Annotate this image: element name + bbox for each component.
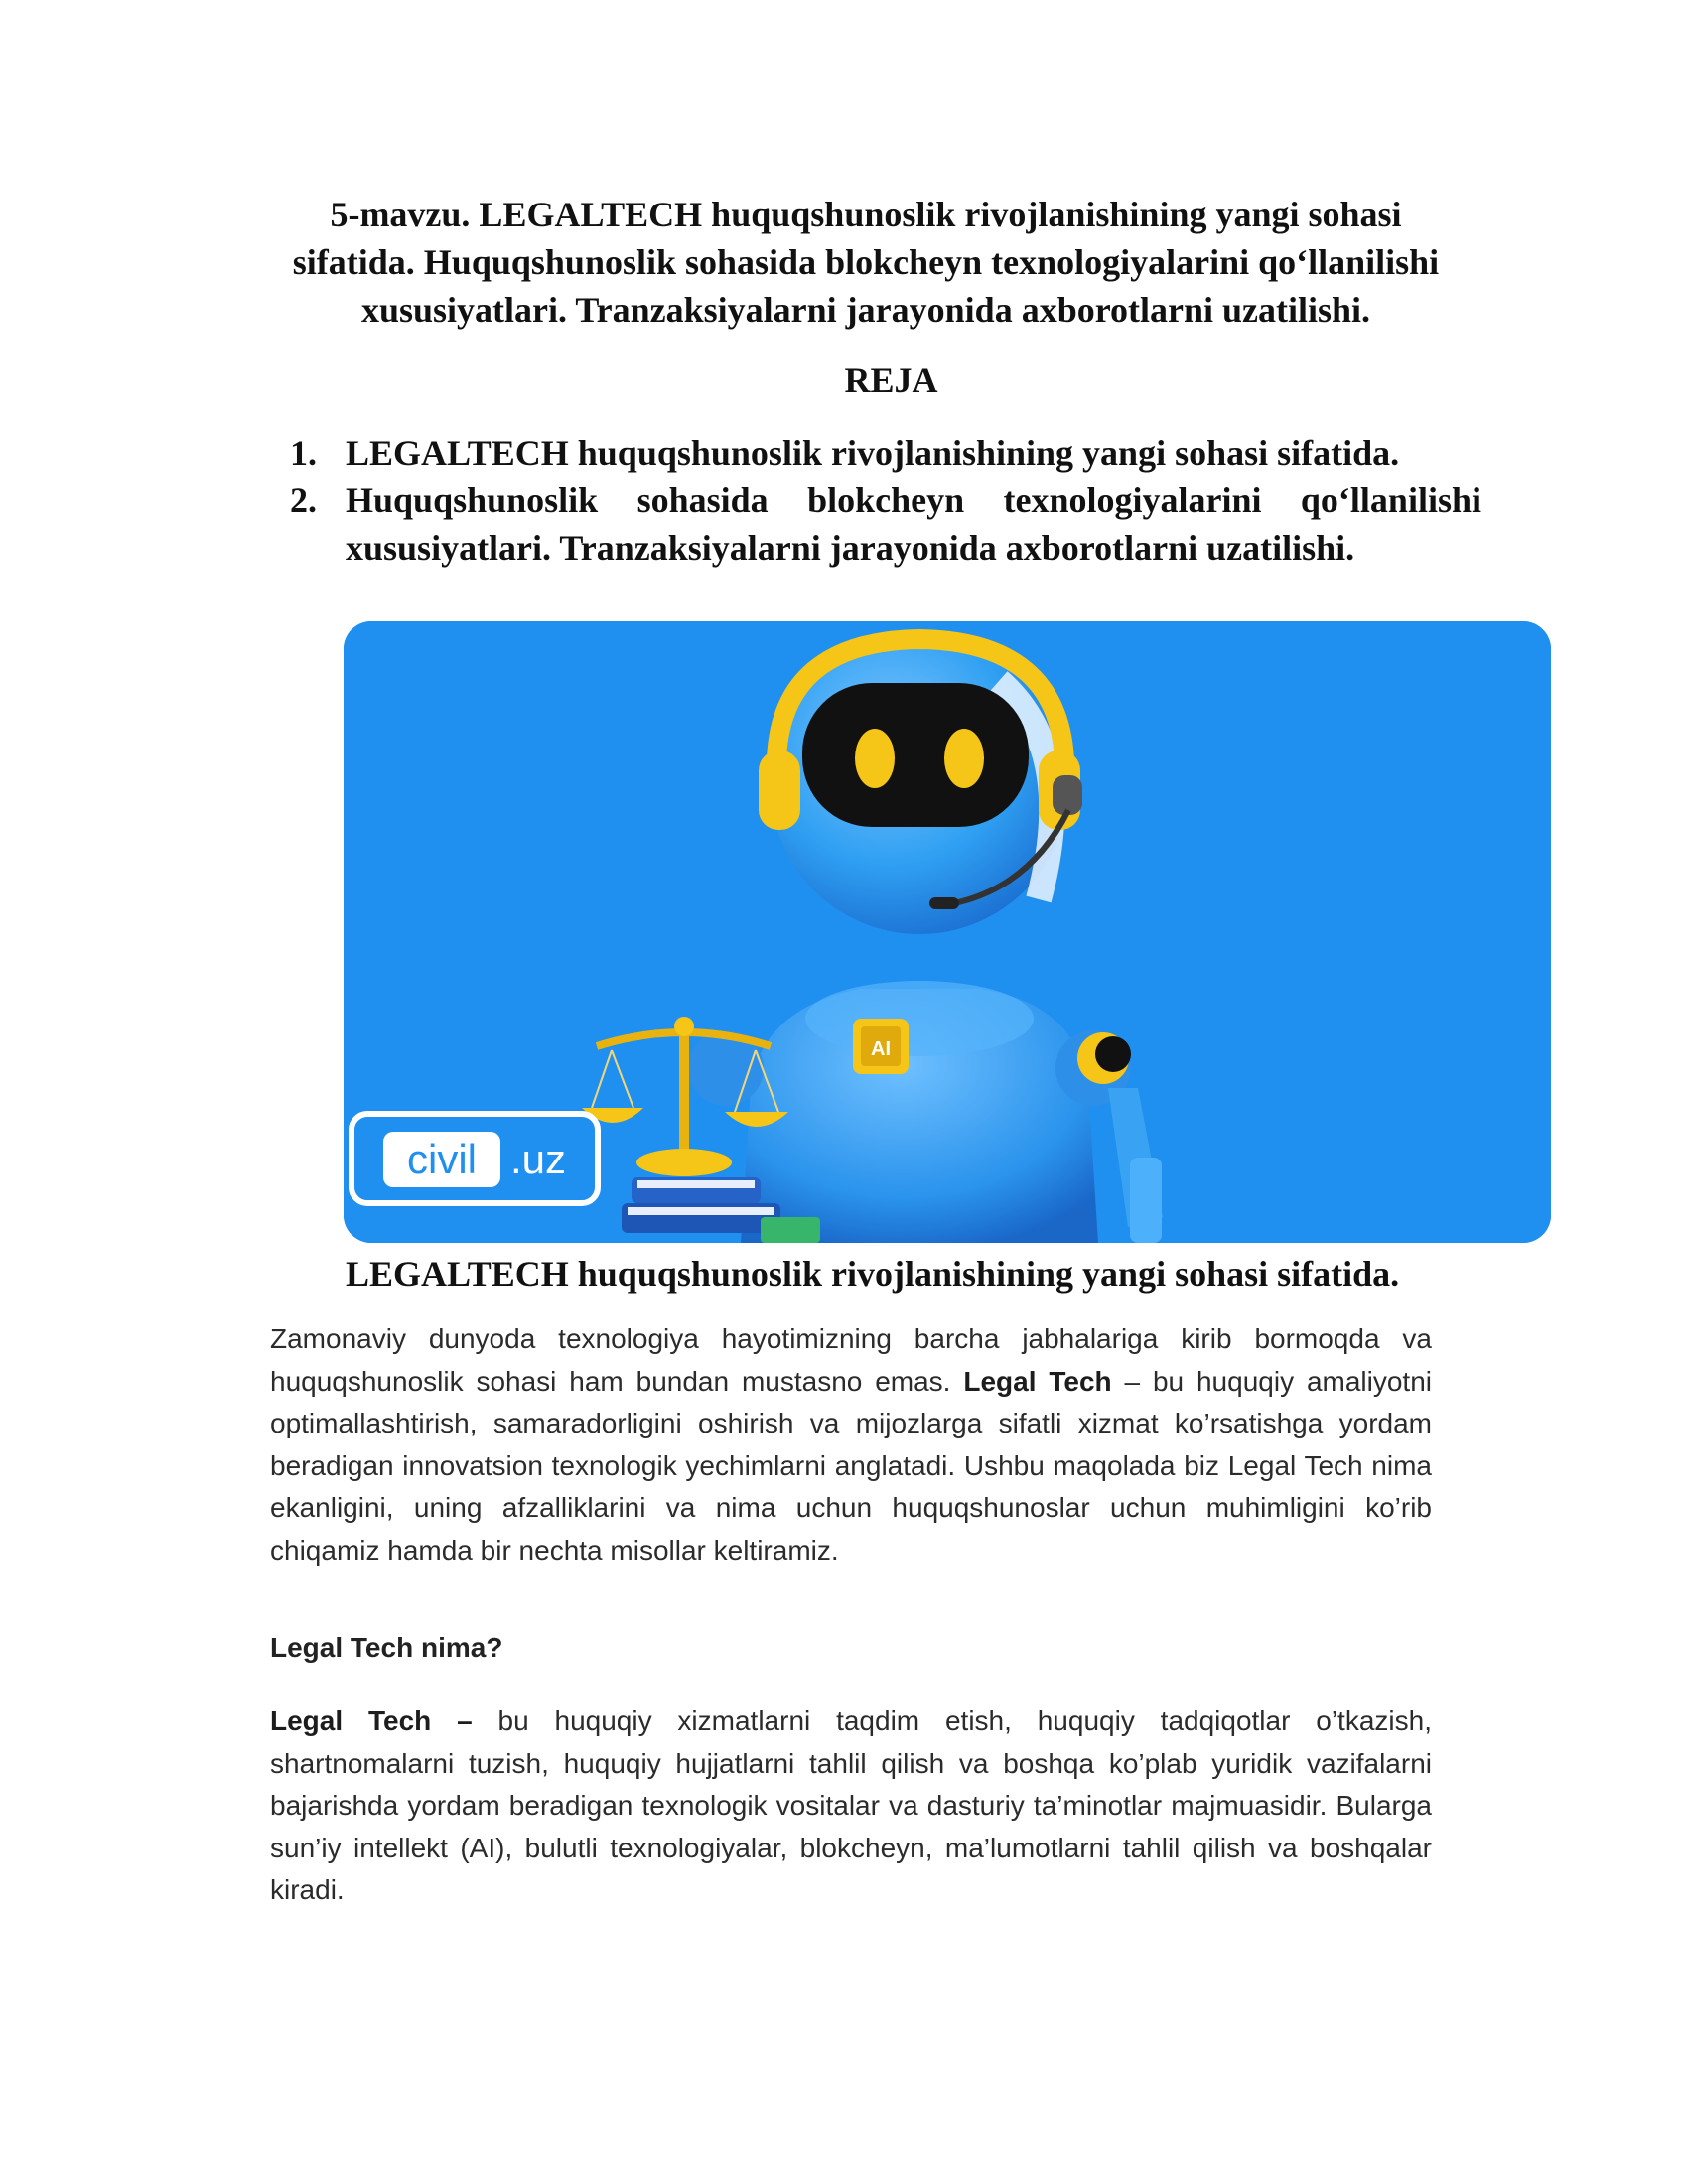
plan-list xyxy=(290,429,1481,572)
plan-item-number: 2. xyxy=(290,480,317,520)
plan-item-text: LEGALTECH huquqshunoslik rivojlanishining yangi sohasi sifatida. xyxy=(346,433,1400,473)
page-title xyxy=(220,191,1511,334)
plan-heading: REJA xyxy=(844,360,938,400)
intro-text: Zamonaviy dunyoda texnologiya hayotimizning barcha jabhalariga kirib bormoqda va huquqshunoslik sohasi ham bundan mustasno emas. xyxy=(270,1323,1432,1397)
robot-illustration xyxy=(344,621,1551,1243)
plan-item xyxy=(290,477,1481,572)
intro-bold-term: Legal Tech xyxy=(963,1365,1112,1397)
intro-paragraph xyxy=(270,1318,1432,1571)
definition-bold-term: Legal Tech – xyxy=(270,1706,473,1736)
plan-item-text: Huquqshunoslik sohasida blokcheyn texnologiyalarini qo‘llanilishi xususiyatlari. Tranzaksiyalarni jarayonida axborotlarni uzatilishi. xyxy=(346,480,1481,568)
ai-chip-icon xyxy=(853,1019,909,1074)
title-line-3: xususiyatlari. Tranzaksiyalarni jarayonida axborotlarni uzatilishi. xyxy=(360,290,1371,330)
svg-text:.uz: .uz xyxy=(510,1136,567,1182)
svg-text:civil: civil xyxy=(407,1136,477,1182)
image-caption: LEGALTECH huquqshunoslik rivojlanishining yangi sohasi sifatida. xyxy=(346,1254,1400,1294)
definition-text: bu huquqiy xizmatlarni taqdim etish, huquqiy tadqiqotlar o’tkazish, shartnomalarni tuzish, huquqiy hujjatlarni tahlil qilish va boshqa ko’plab yuridik vazifalarni bajarishda yordam beradigan texnologik vositalar va dasturiy ta’minotlar majmuasidir. Bularga sun’iy intellekt (AI), bulutli texnologiyalar, blokcheyn, ma’lumotlarni tahlil qilish va boshqalar kiradi. xyxy=(270,1706,1432,1905)
title-line-2: sifatida. Huquqshunoslik sohasida blokcheyn texnologiyalarini qo‘llanilishi xyxy=(292,242,1440,282)
robot-illustration-svg xyxy=(344,621,1551,1243)
svg-text:AI: AI xyxy=(871,1038,891,1060)
definition-paragraph xyxy=(270,1701,1432,1912)
plan-item-number: 1. xyxy=(290,433,317,473)
section-heading: Legal Tech nima? xyxy=(270,1632,503,1663)
plan-item xyxy=(290,429,1481,477)
title-line-1: 5-mavzu. LEGALTECH huquqshunoslik rivojlanishining yangi sohasi xyxy=(330,195,1402,234)
intro-text-continued: – bu huquqiy amaliyotni optimallashtirish, samaradorligini oshirish va mijozlarga sifatli xizmat ko’rsatishga yordam beradigan innovatsion texnologik yechimlarni anglatadi. Ushbu maqolada biz Legal Tech nima ekanligini, uning afzalliklarini va nima uchun huquqshunoslar uchun muhimligini ko’rib chiqamiz hamda bir nechta misollar keltiramiz. xyxy=(270,1365,1433,1566)
